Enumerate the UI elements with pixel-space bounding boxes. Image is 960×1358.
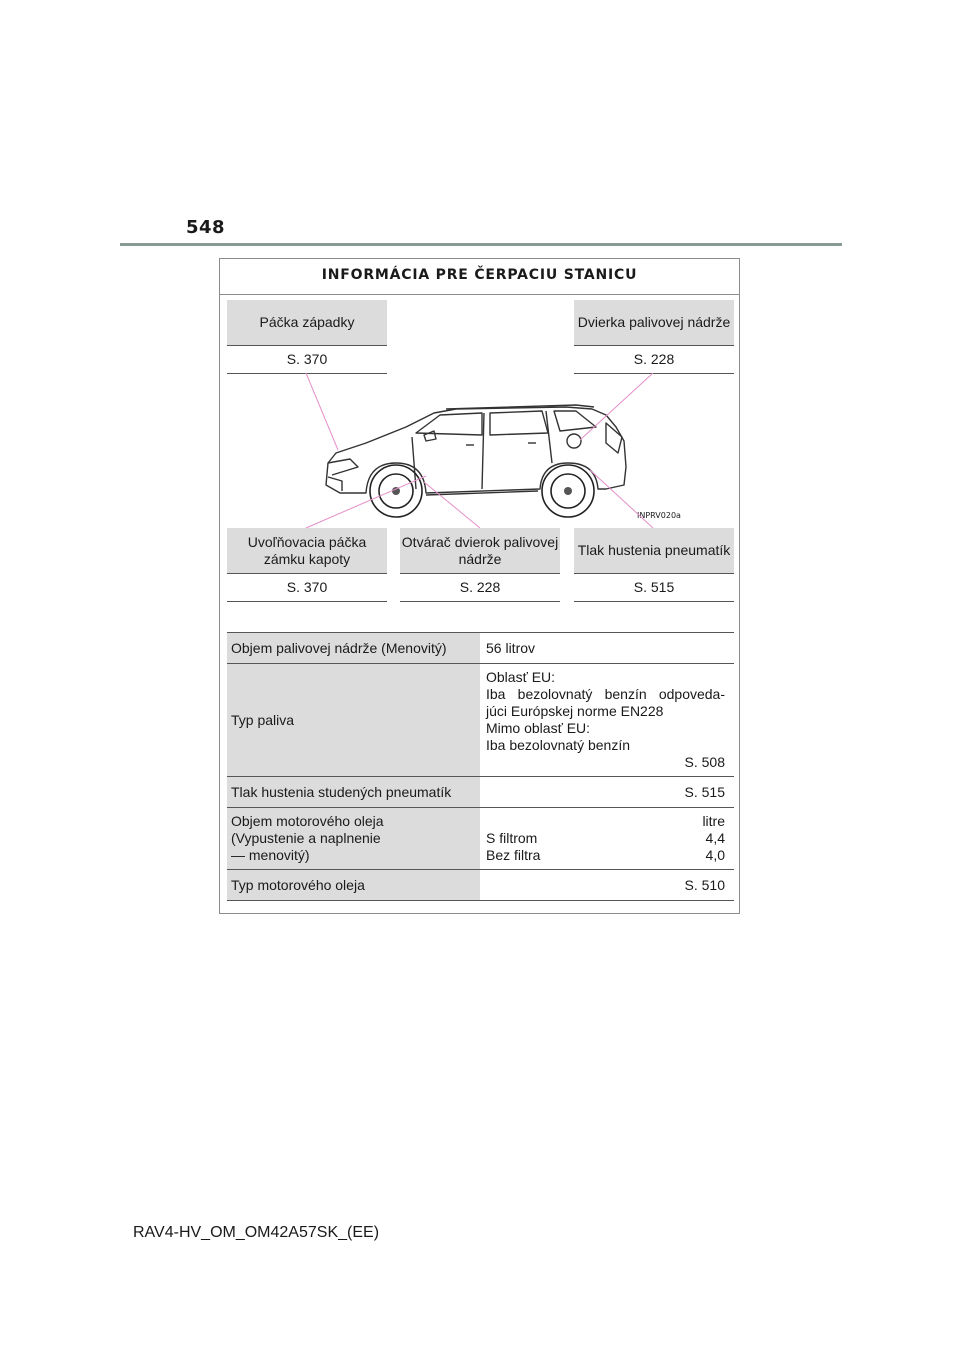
oil-value: 4,0 <box>705 847 725 863</box>
row-key: Objem palivovej nádrže (Menovitý) <box>227 633 480 664</box>
fuel-type-line: Mimo oblasť EU: <box>486 720 591 736</box>
oil-label: Bez filtra <box>486 847 541 863</box>
row-key <box>227 808 480 870</box>
key-line: (Vypustenie a naplnenie <box>231 830 381 846</box>
leader-line <box>580 373 653 440</box>
leader-line <box>306 373 338 450</box>
fuel-type-line: júci Európskej norme EN228 <box>486 703 664 719</box>
page-ref: S. 508 <box>684 754 725 770</box>
callout-page-ref: S. 515 <box>574 574 734 602</box>
row-value: 56 litrov <box>480 633 734 664</box>
unit-label: litre <box>702 813 725 829</box>
oil-label: S filtrom <box>486 830 538 846</box>
key-line: Objem motorového oleja <box>231 813 384 829</box>
leader-line <box>590 470 653 528</box>
table-row <box>227 664 734 777</box>
oil-value: 4,4 <box>705 830 725 846</box>
specs-table <box>227 632 734 901</box>
panel-title: INFORMÁCIA PRE ČERPACIU STANICU <box>220 259 739 295</box>
callout-label: Páčka západky <box>227 300 387 346</box>
page-ref: S. 515 <box>480 777 734 808</box>
document-footer: RAV4-HV_OM_OM42A57SK_(EE) <box>133 1224 380 1241</box>
callout-page-ref: S. 370 <box>227 574 387 602</box>
row-value <box>480 808 734 870</box>
oil-with-filter <box>486 830 725 847</box>
callout-page-ref: S. 228 <box>574 346 734 374</box>
callout-page-ref: S. 228 <box>400 574 560 602</box>
fuel-type-line: Oblasť EU: <box>486 669 556 685</box>
leader-line <box>424 482 480 528</box>
row-key: Tlak hustenia studených pneumatík <box>227 777 480 808</box>
page-number: 548 <box>186 217 226 238</box>
row-key: Typ paliva <box>227 664 480 777</box>
fuel-type-line: Iba bezolovnatý benzín <box>486 737 630 753</box>
callout-label: Tlak hustenia pneumatík <box>574 528 734 574</box>
page-ref: S. 510 <box>480 870 734 901</box>
table-row <box>227 633 734 664</box>
callout-label: Dvierka palivovej nádrže <box>574 300 734 346</box>
callout-label: Otvárač dvierok palivovej nádrže <box>400 528 560 574</box>
row-key: Typ motorového oleja <box>227 870 480 901</box>
row-value <box>480 664 734 777</box>
table-row <box>227 870 734 901</box>
table-row <box>227 777 734 808</box>
leader-line <box>306 476 426 528</box>
fuel-type-line: Iba bezolovnatý benzín odpoveda- <box>486 686 725 702</box>
oil-without-filter <box>486 847 725 864</box>
figure-code: INPRV020a <box>637 511 681 520</box>
callout-page-ref: S. 370 <box>227 346 387 374</box>
callout-label: Uvoľňovacia páčka zámku kapoty <box>227 528 387 574</box>
table-row <box>227 808 734 870</box>
key-line: — menovitý) <box>231 847 310 863</box>
